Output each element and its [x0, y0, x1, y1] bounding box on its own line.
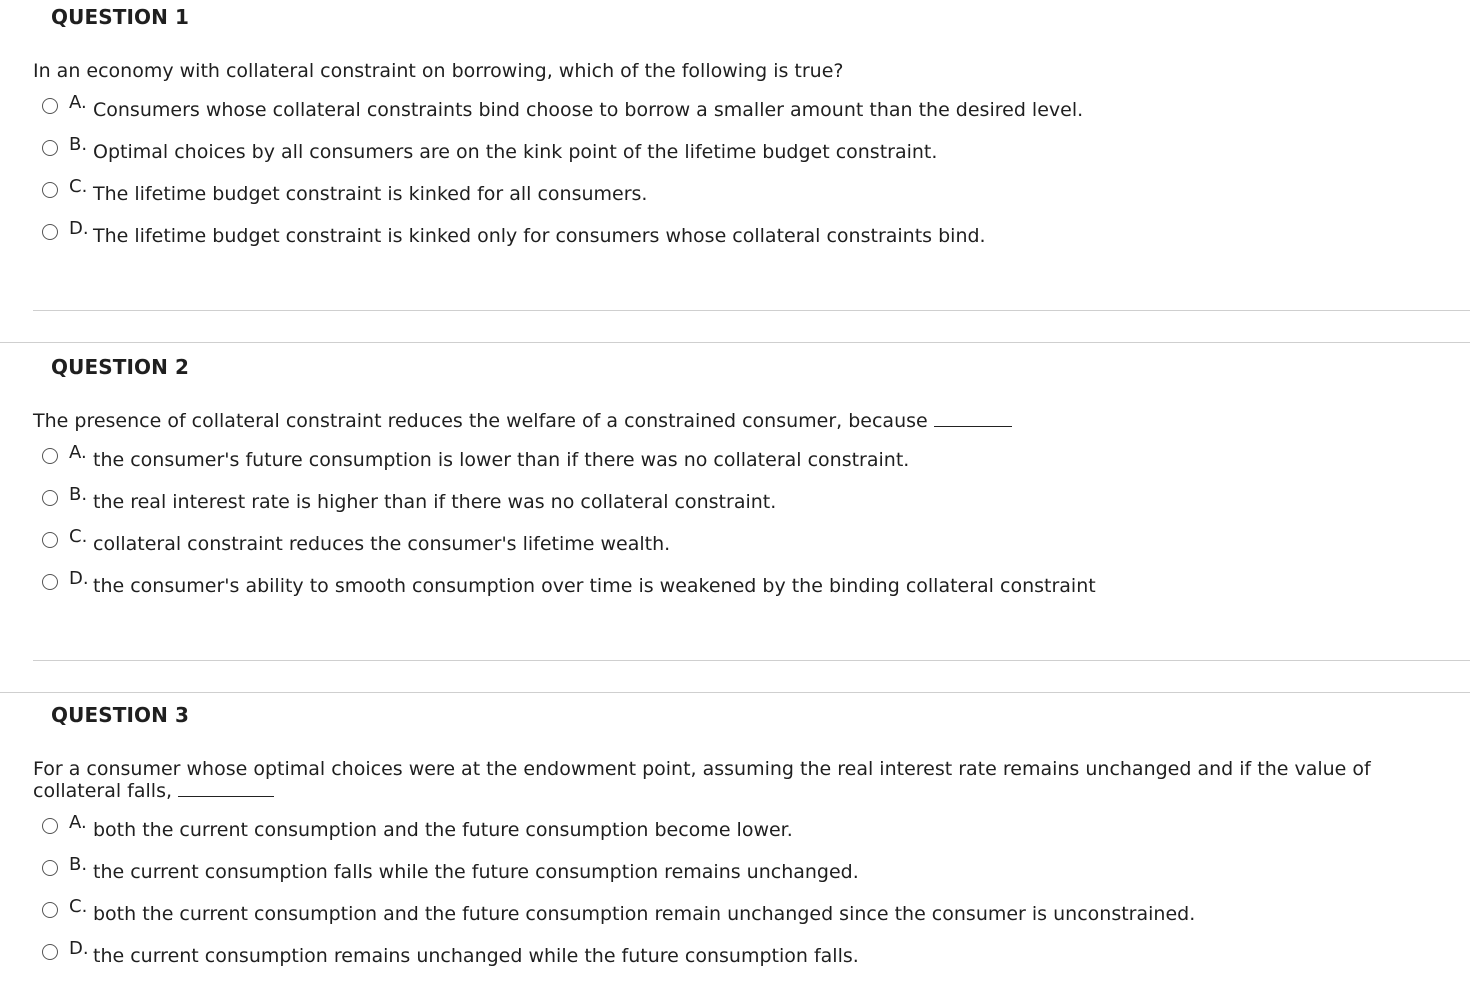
question-text-body: For a consumer whose optimal choices were at the endowment point, assuming the real interest rate remains unchanged and if the value of collateral falls, — [33, 758, 1371, 802]
option-text: the consumer's future consumption is lower than if there was no collateral constraint. — [93, 449, 910, 471]
option-letter: A. — [69, 812, 87, 833]
option-d[interactable] — [41, 218, 1341, 253]
option-text: the consumer's ability to smooth consumption over time is weakened by the binding collateral constraint — [93, 575, 1096, 597]
answer-blank — [178, 780, 274, 797]
question-title: QUESTION 2 — [51, 355, 190, 379]
option-letter: B. — [69, 854, 88, 875]
option-letter: D. — [69, 938, 89, 959]
radio-button-c[interactable] — [42, 182, 58, 198]
option-letter: B. — [69, 134, 88, 155]
option-a[interactable] — [41, 92, 1341, 127]
divider — [0, 342, 1470, 343]
answer-blank — [934, 410, 1012, 427]
option-b[interactable] — [41, 484, 1341, 519]
radio-button-a[interactable] — [42, 98, 58, 114]
option-d[interactable] — [41, 568, 1341, 603]
option-letter: C. — [69, 526, 88, 547]
question-text-body: In an economy with collateral constraint on borrowing, which of the following is true? — [33, 60, 844, 82]
radio-button-b[interactable] — [42, 860, 58, 876]
option-c[interactable] — [41, 176, 1341, 211]
option-letter: A. — [69, 442, 87, 463]
radio-button-d[interactable] — [42, 224, 58, 240]
option-b[interactable] — [41, 134, 1341, 169]
radio-button-a[interactable] — [42, 448, 58, 464]
option-text: both the current consumption and the future consumption become lower. — [93, 819, 793, 841]
question-title: QUESTION 1 — [51, 5, 190, 29]
option-text: both the current consumption and the future consumption remain unchanged since the consumer is unconstrained. — [93, 903, 1196, 925]
option-text: The lifetime budget constraint is kinked for all consumers. — [93, 183, 648, 205]
option-b[interactable] — [41, 854, 1341, 889]
option-text: Optimal choices by all consumers are on the kink point of the lifetime budget constraint. — [93, 141, 938, 163]
radio-button-c[interactable] — [42, 902, 58, 918]
divider — [0, 692, 1470, 693]
option-a[interactable] — [41, 442, 1341, 477]
question-text — [33, 60, 1433, 82]
option-text: collateral constraint reduces the consumer's lifetime wealth. — [93, 533, 671, 555]
divider — [33, 660, 1470, 661]
option-letter: D. — [69, 568, 89, 589]
option-letter: C. — [69, 176, 88, 197]
question-text — [33, 410, 1433, 432]
option-text: Consumers whose collateral constraints bind choose to borrow a smaller amount than the desired level. — [93, 99, 1084, 121]
option-text: the current consumption remains unchanged while the future consumption falls. — [93, 945, 859, 967]
option-letter: D. — [69, 218, 89, 239]
option-text: The lifetime budget constraint is kinked only for consumers whose collateral constraints bind. — [93, 225, 986, 247]
radio-button-b[interactable] — [42, 490, 58, 506]
option-letter: B. — [69, 484, 88, 505]
option-letter: C. — [69, 896, 88, 917]
option-c[interactable] — [41, 526, 1341, 561]
option-letter: A. — [69, 92, 87, 113]
divider — [33, 310, 1470, 311]
option-text: the current consumption falls while the future consumption remains unchanged. — [93, 861, 859, 883]
question-text-body: The presence of collateral constraint reduces the welfare of a constrained consumer, because — [33, 410, 928, 432]
option-a[interactable] — [41, 812, 1341, 847]
question-text — [33, 758, 1413, 802]
radio-button-d[interactable] — [42, 574, 58, 590]
radio-button-d[interactable] — [42, 944, 58, 960]
radio-button-b[interactable] — [42, 140, 58, 156]
question-title: QUESTION 3 — [51, 703, 190, 727]
option-d[interactable] — [41, 938, 1341, 973]
radio-button-c[interactable] — [42, 532, 58, 548]
radio-button-a[interactable] — [42, 818, 58, 834]
option-c[interactable] — [41, 896, 1341, 931]
option-text: the real interest rate is higher than if there was no collateral constraint. — [93, 491, 777, 513]
